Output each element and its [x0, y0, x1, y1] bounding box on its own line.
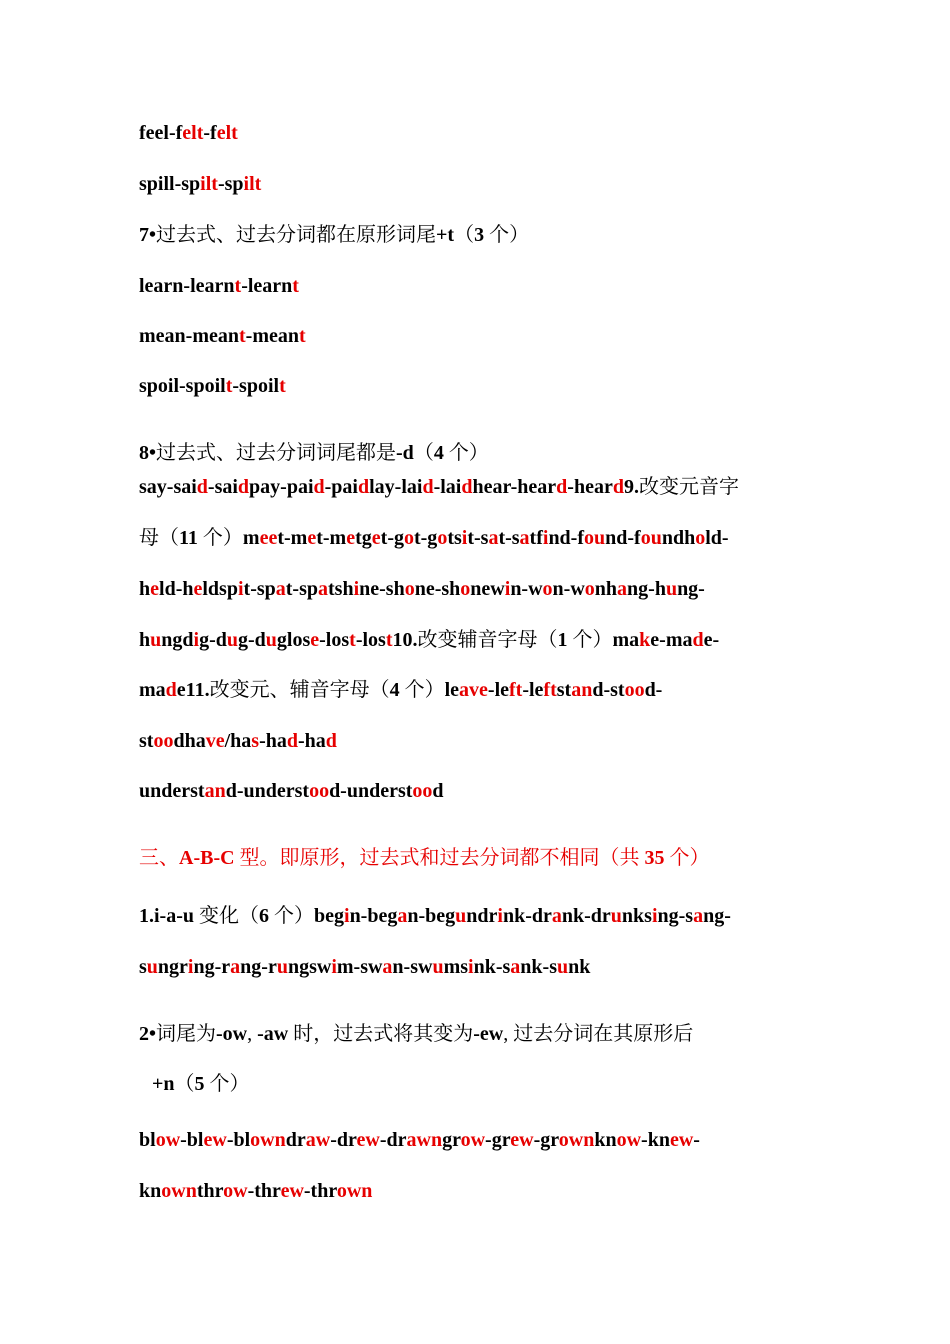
- text-segment: 个）: [484, 224, 530, 246]
- highlighted-letters: e: [193, 578, 203, 600]
- text-segment: h: [139, 578, 151, 600]
- text-segment: t-m: [316, 527, 347, 549]
- text-segment: +n: [152, 1073, 175, 1095]
- highlighted-letters: d: [196, 476, 208, 498]
- text-segment: ngsw: [287, 956, 332, 978]
- text-segment: hear-hear: [472, 476, 557, 498]
- highlighted-letters: d: [165, 679, 177, 701]
- text-segment: st: [556, 679, 572, 701]
- highlighted-letters: t: [225, 375, 233, 397]
- text-segment: d-st: [592, 679, 625, 701]
- text-segment: 9.: [623, 476, 639, 498]
- text-segment: -ha: [298, 730, 326, 752]
- text-segment: -gr: [485, 1129, 511, 1151]
- text-segment: 母（: [139, 527, 179, 549]
- highlighted-letters: ew: [356, 1129, 380, 1151]
- text-segment: d-underst: [329, 780, 413, 802]
- text-segment: -spoil: [232, 375, 280, 397]
- text-segment: -sai: [207, 476, 238, 498]
- text-segment: d-underst: [225, 780, 310, 802]
- text-line: [139, 440, 489, 466]
- highlighted-letters: i: [193, 629, 200, 651]
- text-segment: -: [693, 1129, 700, 1151]
- text-line: [139, 1127, 700, 1153]
- text-segment: nk-dr: [502, 905, 552, 927]
- text-segment: 4: [433, 442, 444, 464]
- text-line: [139, 627, 719, 653]
- text-segment: nks: [621, 905, 652, 927]
- text-segment: g-d: [199, 629, 227, 651]
- highlighted-letters: a: [617, 578, 628, 600]
- text-segment: -thr: [247, 1180, 281, 1202]
- text-segment: 10.: [392, 629, 418, 651]
- highlighted-letters: own: [558, 1129, 595, 1151]
- highlighted-letters: d: [612, 476, 624, 498]
- text-segment: ngd: [161, 629, 194, 651]
- highlighted-letters: ilt: [200, 173, 218, 195]
- text-segment: 个）: [269, 905, 314, 927]
- highlighted-letters: e: [371, 527, 381, 549]
- text-line: [139, 954, 590, 980]
- highlighted-letters: an: [571, 679, 593, 701]
- highlighted-letters: oo: [309, 780, 330, 802]
- text-segment: t-s: [498, 527, 520, 549]
- text-segment: -hear: [567, 476, 613, 498]
- highlighted-letters: u: [432, 956, 444, 978]
- text-segment: kn: [139, 1180, 162, 1202]
- text-segment: dr: [285, 1129, 306, 1151]
- highlighted-letters: t: [238, 325, 246, 347]
- text-segment: -d: [396, 442, 414, 464]
- highlighted-letters: t: [298, 325, 306, 347]
- text-segment: A-B-C: [179, 847, 235, 869]
- text-segment: e-: [703, 629, 720, 651]
- text-segment: -mean: [245, 325, 299, 347]
- highlighted-letters: ou: [584, 527, 606, 549]
- highlighted-letters: d: [357, 476, 370, 498]
- highlighted-letters: i: [353, 578, 360, 600]
- highlighted-letters: i: [331, 956, 337, 978]
- text-line: [139, 373, 286, 399]
- text-segment: ndh: [661, 527, 696, 549]
- text-segment: s: [139, 956, 147, 978]
- highlighted-letters: a: [488, 527, 499, 549]
- highlighted-letters: t: [349, 629, 356, 651]
- text-segment: ng-: [703, 905, 731, 927]
- text-segment: 个）: [399, 679, 445, 701]
- highlighted-letters: o: [460, 578, 471, 600]
- highlighted-letters: a: [397, 905, 408, 927]
- highlighted-letters: i: [542, 527, 549, 549]
- text-segment: -ew: [473, 1023, 504, 1045]
- highlighted-letters: a: [510, 956, 521, 978]
- text-segment: -los: [355, 629, 386, 651]
- highlighted-letters: ow: [155, 1129, 181, 1151]
- text-segment: 8•: [139, 442, 157, 464]
- text-segment: ng-: [677, 578, 705, 600]
- highlighted-letters: i: [504, 578, 511, 600]
- text-line: [139, 778, 444, 804]
- text-segment: ne-sh: [359, 578, 405, 600]
- text-segment: -bl: [226, 1129, 251, 1151]
- text-segment: learn-learn: [139, 275, 235, 297]
- highlighted-letters: o: [437, 527, 448, 549]
- text-segment: 个）: [664, 847, 710, 869]
- text-segment: t-g: [380, 527, 404, 549]
- text-segment: say-sai: [139, 476, 197, 498]
- text-segment: nk-s: [473, 956, 511, 978]
- text-segment: st: [139, 730, 154, 752]
- text-segment: ts: [447, 527, 462, 549]
- text-segment: ,: [247, 1023, 258, 1045]
- highlighted-letters: e: [307, 527, 317, 549]
- highlighted-letters: d: [325, 730, 337, 752]
- highlighted-letters: ilt: [243, 173, 262, 195]
- text-segment: thr: [196, 1180, 224, 1202]
- text-segment: 个）: [197, 527, 243, 549]
- text-line: [139, 525, 729, 551]
- highlighted-letters: an: [204, 780, 226, 802]
- highlighted-letters: d: [422, 476, 434, 498]
- highlighted-letters: t: [279, 375, 286, 397]
- text-segment: nd-f: [605, 527, 641, 549]
- highlighted-letters: u: [150, 629, 162, 651]
- text-line: [139, 273, 299, 299]
- text-line: [139, 576, 705, 602]
- highlighted-letters: t: [292, 275, 299, 297]
- text-segment: 词尾为: [156, 1023, 217, 1045]
- highlighted-letters: u: [276, 956, 288, 978]
- text-segment: ng-r: [240, 956, 277, 978]
- text-segment: tg: [355, 527, 372, 549]
- highlighted-letters: u: [556, 956, 569, 978]
- text-line: [139, 1178, 372, 1204]
- text-segment: 5: [194, 1073, 205, 1095]
- text-line: [139, 1021, 693, 1047]
- text-segment: n-beg: [349, 905, 398, 927]
- highlighted-letters: a: [230, 956, 241, 978]
- text-segment: -los: [319, 629, 350, 651]
- text-segment: d-: [644, 679, 663, 701]
- text-segment: e11.: [176, 679, 210, 701]
- highlighted-letters: a: [551, 905, 562, 927]
- text-segment: spill-sp: [139, 173, 201, 195]
- text-segment: m: [242, 527, 260, 549]
- text-line: [139, 323, 306, 349]
- text-segment: 3: [474, 224, 485, 246]
- text-segment: ma: [139, 679, 166, 701]
- highlighted-letters: o: [403, 527, 414, 549]
- highlighted-letters: t: [234, 275, 242, 297]
- text-segment: -dr: [330, 1129, 357, 1151]
- highlighted-letters: a: [318, 578, 328, 600]
- text-segment: 个）: [204, 1073, 250, 1095]
- text-segment: -pai: [324, 476, 358, 498]
- text-segment: ne-sh: [414, 578, 461, 600]
- text-segment: -lai: [433, 476, 462, 498]
- text-segment: nh: [594, 578, 618, 600]
- highlighted-letters: i: [344, 905, 350, 927]
- text-segment: -f: [203, 122, 217, 144]
- highlighted-letters: o: [542, 578, 553, 600]
- text-segment: underst: [139, 780, 205, 802]
- text-segment: （: [174, 1073, 195, 1095]
- text-segment: glos: [276, 629, 311, 651]
- text-segment: 1: [557, 629, 568, 651]
- highlighted-letters: ew: [669, 1129, 694, 1151]
- text-segment: tsh: [328, 578, 354, 600]
- text-segment: t-sp: [243, 578, 276, 600]
- section-heading: [139, 845, 710, 871]
- text-segment: （: [454, 224, 475, 246]
- highlighted-letters: i: [237, 578, 244, 600]
- text-segment: lay-lai: [369, 476, 423, 498]
- text-segment: -kn: [641, 1129, 670, 1151]
- text-segment: ma: [612, 629, 640, 651]
- text-segment: -aw: [257, 1023, 289, 1045]
- highlighted-letters: own: [250, 1129, 286, 1151]
- highlighted-letters: elt: [182, 122, 204, 144]
- highlighted-letters: u: [610, 905, 622, 927]
- highlighted-letters: oo: [153, 730, 174, 752]
- text-segment: -le: [487, 679, 509, 701]
- highlighted-letters: ow: [616, 1129, 642, 1151]
- text-segment: 7•: [139, 224, 157, 246]
- text-segment: 过去式、过去分词词尾都是: [156, 442, 397, 464]
- text-segment: spoil-spoil: [139, 375, 226, 397]
- text-line: [139, 903, 731, 929]
- text-segment: m-sw: [336, 956, 383, 978]
- highlighted-letters: o: [695, 527, 706, 549]
- highlighted-letters: o: [584, 578, 595, 600]
- text-segment: nk-s: [520, 956, 557, 978]
- text-segment: 1.i-a-u: [139, 905, 194, 927]
- highlighted-letters: ave: [459, 679, 488, 701]
- text-segment: ld-h: [159, 578, 194, 600]
- text-segment: d: [432, 780, 444, 802]
- highlighted-letters: ow: [223, 1180, 248, 1202]
- text-segment: 改变辅音字母（: [417, 629, 558, 651]
- highlighted-letters: i: [461, 527, 468, 549]
- text-segment: -le: [522, 679, 544, 701]
- highlighted-letters: i: [187, 956, 194, 978]
- text-segment: nd-f: [548, 527, 585, 549]
- highlighted-letters: oo: [412, 780, 433, 802]
- text-line: [139, 171, 261, 197]
- text-segment: , 过去分词在其原形后: [503, 1023, 694, 1045]
- text-segment: -ow: [216, 1023, 248, 1045]
- highlighted-letters: ve: [205, 730, 225, 752]
- text-segment: e-ma: [650, 629, 693, 651]
- highlighted-letters: ew: [203, 1129, 227, 1151]
- text-segment: le: [444, 679, 460, 701]
- highlighted-letters: awn: [406, 1129, 443, 1151]
- text-segment: dha: [173, 730, 206, 752]
- text-segment: ngr: [157, 956, 188, 978]
- text-segment: （: [413, 442, 434, 464]
- text-segment: t-sp: [285, 578, 318, 600]
- text-segment: -dr: [379, 1129, 407, 1151]
- text-segment: +t: [436, 224, 455, 246]
- highlighted-letters: e: [310, 629, 320, 651]
- highlighted-letters: ew: [280, 1180, 304, 1202]
- highlighted-letters: ee: [259, 527, 278, 549]
- text-segment: bl: [139, 1129, 156, 1151]
- highlighted-letters: u: [146, 956, 158, 978]
- highlighted-letters: u: [265, 629, 277, 651]
- text-segment: n-w: [510, 578, 543, 600]
- text-segment: feel-f: [139, 122, 183, 144]
- highlighted-letters: ft: [509, 679, 523, 701]
- text-line: [152, 1071, 250, 1097]
- text-segment: /ha: [224, 730, 252, 752]
- highlighted-letters: a: [693, 905, 704, 927]
- highlighted-letters: ou: [640, 527, 662, 549]
- text-segment: nk: [568, 956, 591, 978]
- highlighted-letters: own: [336, 1180, 373, 1202]
- text-segment: 4: [389, 679, 400, 701]
- text-segment: ng-h: [627, 578, 666, 600]
- highlighted-letters: s: [251, 730, 260, 752]
- text-line: [139, 474, 739, 500]
- text-line: [139, 677, 662, 703]
- highlighted-letters: e: [346, 527, 356, 549]
- highlighted-letters: d: [237, 476, 250, 498]
- text-segment: 11: [179, 527, 198, 549]
- text-line: [139, 728, 337, 754]
- highlighted-letters: u: [665, 578, 678, 600]
- text-line: [139, 120, 238, 146]
- highlighted-letters: o: [404, 578, 415, 600]
- text-segment: ng-s: [657, 905, 694, 927]
- text-segment: 时，过去式将其变为: [288, 1023, 474, 1045]
- text-segment: kn: [594, 1129, 617, 1151]
- text-segment: pay-pai: [249, 476, 314, 498]
- text-segment: 2•: [139, 1023, 157, 1045]
- highlighted-letters: a: [275, 578, 286, 600]
- highlighted-letters: u: [226, 629, 238, 651]
- text-segment: 改变元音字: [638, 476, 739, 498]
- text-segment: 个）: [567, 629, 613, 651]
- highlighted-letters: d: [461, 476, 473, 498]
- text-segment: mean-mean: [139, 325, 239, 347]
- text-segment: ndr: [466, 905, 498, 927]
- text-segment: ldsp: [202, 578, 238, 600]
- highlighted-letters: i: [651, 905, 658, 927]
- highlighted-letters: a: [382, 956, 393, 978]
- text-segment: n-beg: [407, 905, 456, 927]
- text-line: [139, 222, 529, 248]
- text-segment: 35: [644, 847, 665, 869]
- text-segment: 三、: [139, 847, 179, 869]
- text-segment: t-g: [413, 527, 438, 549]
- highlighted-letters: d: [313, 476, 325, 498]
- text-segment: new: [470, 578, 505, 600]
- text-segment: t-m: [277, 527, 308, 549]
- text-segment: -sp: [217, 173, 244, 195]
- text-segment: 型。即原形，过去式和过去分词都不相同（共: [234, 847, 645, 869]
- text-segment: ld-: [705, 527, 729, 549]
- text-segment: beg: [314, 905, 344, 927]
- text-segment: t-s: [467, 527, 489, 549]
- highlighted-letters: a: [519, 527, 530, 549]
- highlighted-letters: d: [692, 629, 704, 651]
- highlighted-letters: elt: [216, 122, 238, 144]
- text-segment: -ha: [259, 730, 287, 752]
- highlighted-letters: ew: [510, 1129, 534, 1151]
- text-segment: n-w: [552, 578, 585, 600]
- highlighted-letters: i: [468, 956, 474, 978]
- text-segment: 改变元、辅音字母（: [209, 679, 390, 701]
- highlighted-letters: i: [497, 905, 503, 927]
- text-segment: -thr: [303, 1180, 337, 1202]
- text-segment: g-d: [237, 629, 266, 651]
- text-segment: 变化（: [194, 905, 259, 927]
- text-segment: n-sw: [392, 956, 433, 978]
- highlighted-letters: u: [455, 905, 467, 927]
- text-segment: -bl: [180, 1129, 204, 1151]
- highlighted-letters: d: [556, 476, 568, 498]
- highlighted-letters: e: [150, 578, 160, 600]
- highlighted-letters: oo: [624, 679, 645, 701]
- highlighted-letters: ow: [460, 1129, 486, 1151]
- text-segment: ng-r: [193, 956, 231, 978]
- highlighted-letters: aw: [305, 1129, 331, 1151]
- text-segment: nk-dr: [561, 905, 611, 927]
- text-segment: gr: [442, 1129, 461, 1151]
- highlighted-letters: t: [385, 629, 393, 651]
- highlighted-letters: own: [161, 1180, 197, 1202]
- text-segment: -gr: [533, 1129, 559, 1151]
- text-segment: 过去式、过去分词都在原形词尾: [156, 224, 437, 246]
- highlighted-letters: ft: [543, 679, 557, 701]
- highlighted-letters: k: [639, 629, 651, 651]
- highlighted-letters: d: [286, 730, 298, 752]
- text-segment: -learn: [241, 275, 293, 297]
- text-segment: tf: [529, 527, 543, 549]
- text-segment: ms: [443, 956, 469, 978]
- text-segment: 个）: [443, 442, 489, 464]
- text-segment: h: [139, 629, 151, 651]
- text-segment: 6: [259, 905, 269, 927]
